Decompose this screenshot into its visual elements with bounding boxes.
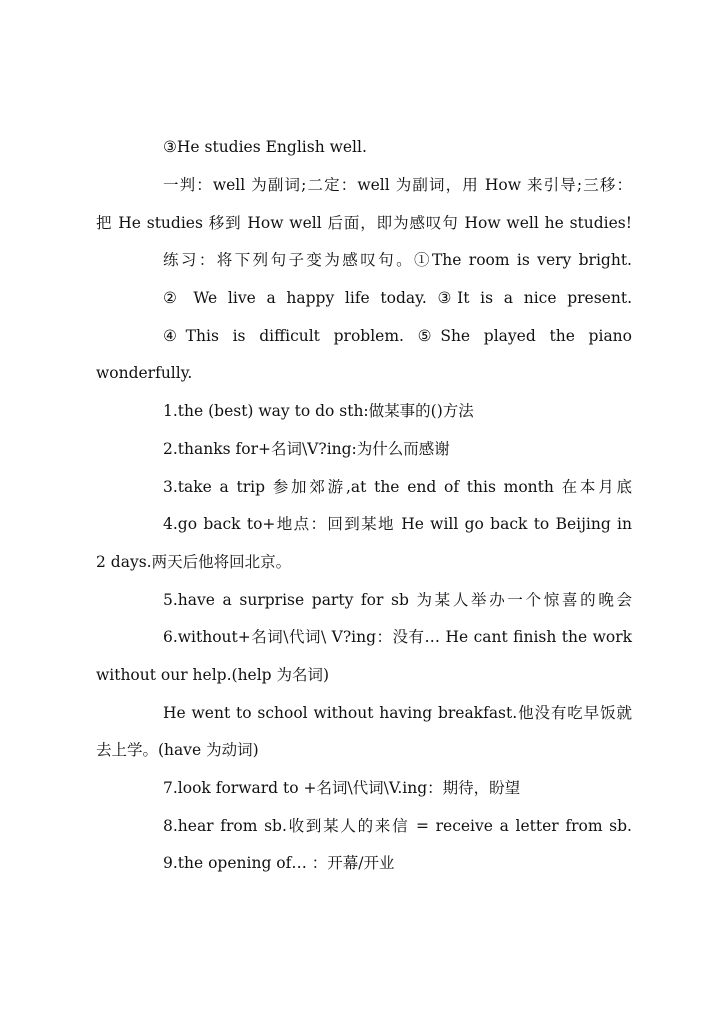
text-line: ② We live a happy life today. ③It is a nice present. [163,289,632,307]
list-item: 2.thanks for+名词\V?ing:为什么而感谢 [163,440,450,458]
list-item: 1.the (best) way to do sth:做某事的()方法 [163,402,474,420]
list-item: 6.without+名词\代词\ V?ing：没有… He cant finish the work [163,628,632,646]
text-line: 一判：well 为副词;二定：well 为副词，用 How 来引导;三移： [163,176,632,194]
list-item: 5.have a surprise party for sb 为某人举办一个惊喜的晚会 [163,591,632,609]
text-line: 练习：将下列句子变为感叹句。①The room is very bright. [163,251,632,269]
list-item: 4.go back to+地点：回到某地 He will go back to Beijing in [163,515,632,533]
text-line: without our help.(help 为名词) [96,666,330,684]
text-line: ③He studies English well. [163,138,367,156]
text-line: 把 He studies 移到 How well 后面，即为感叹句 How well he studies! [96,214,632,232]
list-item: 8.hear from sb.收到某人的来信 = receive a letter from sb. [163,817,632,835]
text-line: 去上学。(have 为动词) [96,741,259,759]
text-line: ④This is difficult problem. ⑤She played the piano [163,327,632,345]
list-item: 3.take a trip 参加郊游,at the end of this month 在本月底 [163,478,632,496]
list-item: 7.look forward to +名词\代词\V.ing：期待，盼望 [163,779,521,797]
text-line: He went to school without having breakfast.他没有吃早饭就 [163,704,632,722]
list-item: 9.the opening of… ：开幕/开业 [163,854,395,872]
text-line: wonderfully. [96,364,193,382]
text-line: 2 days.两天后他将回北京。 [96,553,292,571]
